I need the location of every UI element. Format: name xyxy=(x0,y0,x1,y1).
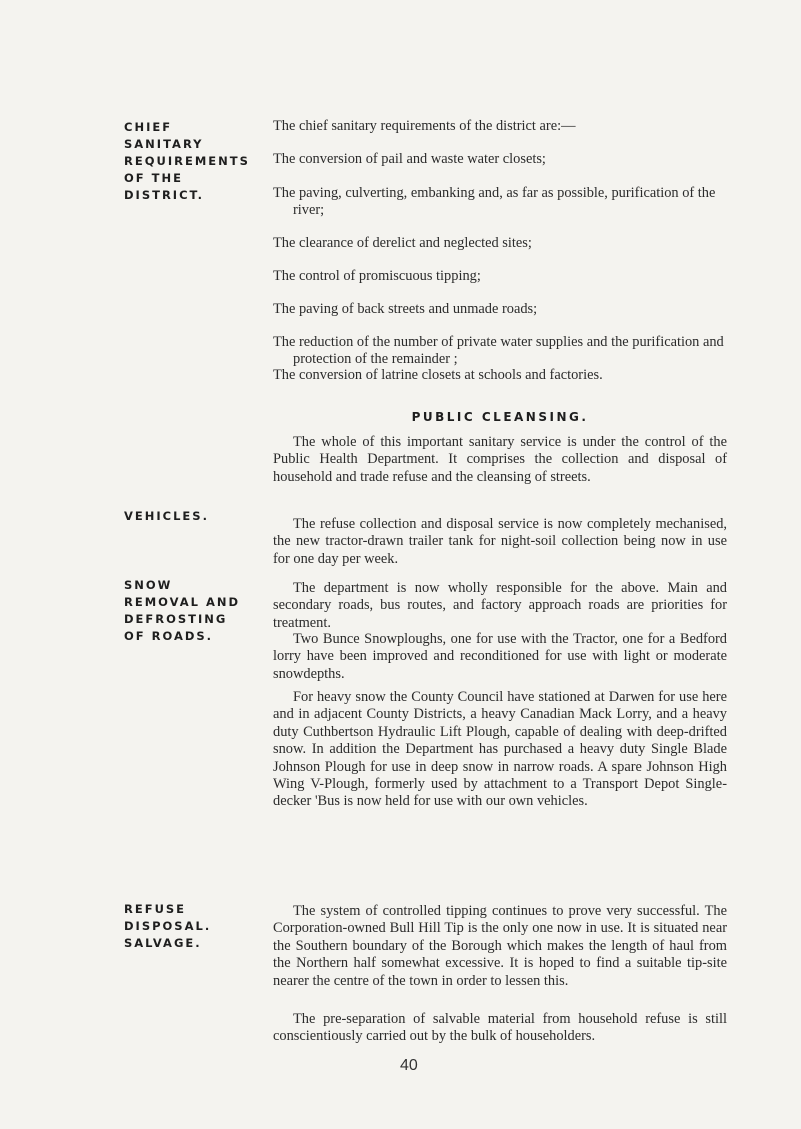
side-heading-line: OF ROADS. xyxy=(124,629,214,643)
side-heading-chief-sanitary xyxy=(124,119,264,204)
side-heading-refuse-disposal xyxy=(124,901,264,952)
paragraph-vehicles: The refuse collection and disposal service is now completely mechanised, the new tractor-drawn trailer tank for night-soil collection being now in use for one day per week. xyxy=(273,516,727,567)
paragraph-cleansing: The whole of this important sanitary service is under the control of the Public Health Department. It comprises the collection and disposal of household and trade refuse and the cleansing of streets. xyxy=(273,434,727,485)
side-heading-line: SALVAGE. xyxy=(124,936,202,950)
requirement-item: The paving, culverting, embanking and, as far as possible, purification of the river; xyxy=(273,185,716,219)
page-number: 40 xyxy=(400,1057,418,1074)
intro-text: The chief sanitary requirements of the district are:— xyxy=(273,118,576,134)
paragraph-salvage: The pre-separation of salvable material from household refuse is still conscientiously carried out by the bulk of householders. xyxy=(273,1011,727,1045)
side-heading-line: SNOW xyxy=(124,578,173,592)
side-heading-line: CHIEF xyxy=(124,120,173,134)
side-heading-line: DISTRICT. xyxy=(124,188,204,202)
side-heading-line: REQUIREMENTS xyxy=(124,154,250,168)
side-heading-line: DEFROSTING xyxy=(124,612,228,626)
section-heading: PUBLIC CLEANSING. xyxy=(411,410,589,424)
requirement-item: The conversion of latrine closets at schools and factories. xyxy=(273,367,603,383)
side-heading-line: REMOVAL AND xyxy=(124,595,241,609)
paragraph-heavy-snow: For heavy snow the County Council have stationed at Darwen for use here and in adjacent County Districts, a heavy Canadian Mack Lorry, and a heavy duty Cuthbertson Hydraulic Lift Plough, capable of dealing with deep-drifted snow. In addition the Department has purchased a heavy duty Single Blade Johnson Plough for use in deep snow in narrow roads. A spare Johnson High Wing V-Plough, formerly used by attachment to a Transport Depot Single-decker 'Bus is now held for use with our own vehicles. xyxy=(273,689,727,810)
side-heading-vehicles xyxy=(124,508,264,525)
side-heading-line: OF THE xyxy=(124,171,183,185)
side-heading-line: VEHICLES. xyxy=(124,509,209,523)
side-heading-line: SANITARY xyxy=(124,137,204,151)
side-heading-line: DISPOSAL. xyxy=(124,919,212,933)
requirement-item: The control of promiscuous tipping; xyxy=(273,268,481,284)
side-heading-line: REFUSE xyxy=(124,902,187,916)
requirement-item: The clearance of derelict and neglected sites; xyxy=(273,235,532,251)
paragraph-tipping: The system of controlled tipping continues to prove very successful. The Corporation-owned Bull Hill Tip is the only one now in use. It is situated near the Southern boundary of the Borough which makes the length of haul from the Northern half somewhat excessive. It is hoped to find a suitable tip-site nearer the centre of the town in order to lessen this. xyxy=(273,903,727,989)
paragraph-snow-priorities: The department is now wholly responsible for the above. Main and secondary roads, bus routes, and factory approach roads are priorities for treatment. xyxy=(273,580,727,631)
requirement-item: The paving of back streets and unmade roads; xyxy=(273,301,538,317)
requirement-item: The reduction of the number of private water supplies and the purification and protection of the remainder ; xyxy=(273,334,724,368)
paragraph-snowploughs: Two Bunce Snowploughs, one for use with the Tractor, one for a Bedford lorry have been improved and reconditioned for use with light or moderate snowdepths. xyxy=(273,631,727,682)
side-heading-snow-removal xyxy=(124,577,264,645)
requirement-item: The conversion of pail and waste water closets; xyxy=(273,151,546,167)
